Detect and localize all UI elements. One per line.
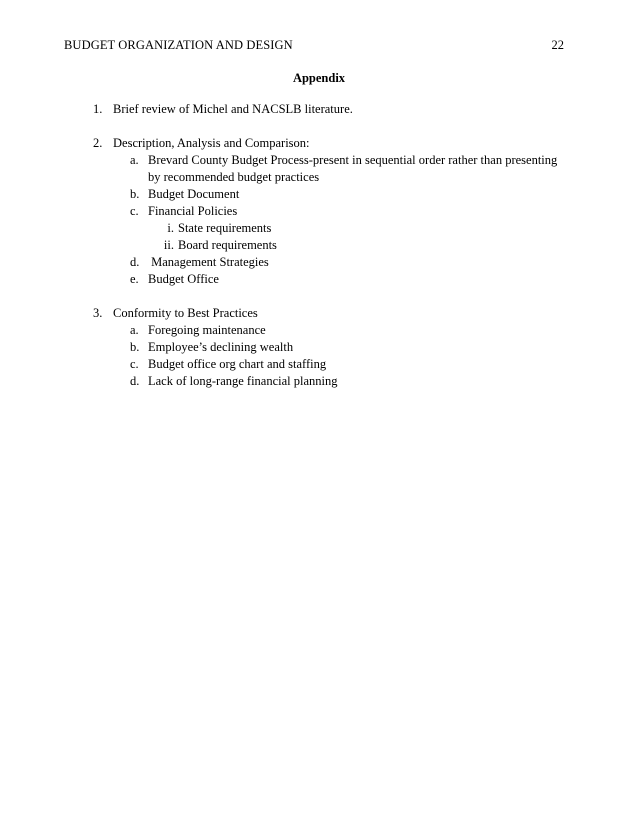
list-marker: 3. xyxy=(93,306,103,320)
sub-item-marker: d. xyxy=(130,374,140,388)
sub-sub-item xyxy=(93,237,573,254)
sub-item-text: Budget office org chart and staffing xyxy=(148,357,327,371)
sub-item xyxy=(93,271,573,288)
sub-item-marker: c. xyxy=(130,204,139,218)
sub-sub-item xyxy=(93,220,573,237)
sub-item-text-line: Brevard County Budget Process-present in sequential order rather than presenting xyxy=(148,153,558,167)
sub-item-text: Lack of long-range financial planning xyxy=(148,374,338,388)
sub-item xyxy=(93,254,573,271)
sub-item-text: Financial Policies xyxy=(148,204,238,218)
sub-item-marker: e. xyxy=(130,272,139,286)
sub-item xyxy=(93,152,573,186)
list-item-text: Brief review of Michel and NACSLB literature. xyxy=(113,102,353,116)
sub-item xyxy=(93,356,573,373)
running-head: BUDGET ORGANIZATION AND DESIGN xyxy=(64,38,293,52)
list-item xyxy=(93,101,573,118)
sub-item-text: Employee’s declining wealth xyxy=(148,340,294,354)
sub-item-text: Budget Document xyxy=(148,187,240,201)
appendix-outline xyxy=(93,101,573,390)
list-marker: 1. xyxy=(93,102,103,116)
list-item xyxy=(93,135,573,152)
list-item-text: Description, Analysis and Comparison: xyxy=(113,136,310,150)
sub-item xyxy=(93,322,573,339)
sub-sub-item-text: Board requirements xyxy=(178,238,277,252)
sub-item-marker: a. xyxy=(130,323,139,337)
sub-item-marker: d. xyxy=(130,255,140,269)
page-title: Appendix xyxy=(292,71,346,85)
list-marker: 2. xyxy=(93,136,103,150)
sub-item-text: Budget Office xyxy=(148,272,219,286)
sub-item xyxy=(93,339,573,356)
page-number: 22 xyxy=(551,38,564,52)
sub-item xyxy=(93,203,573,220)
sub-sub-item-text: State requirements xyxy=(178,221,272,235)
sub-item xyxy=(93,186,573,203)
sub-item-text: Foregoing maintenance xyxy=(148,323,266,337)
sub-item-text: Management Strategies xyxy=(148,255,269,269)
sub-item-text-line: by recommended budget practices xyxy=(148,170,320,184)
sub-sub-item-marker: ii. xyxy=(163,238,174,252)
sub-item-marker: b. xyxy=(130,340,140,354)
sub-item-marker: a. xyxy=(130,153,139,167)
sub-item-marker: c. xyxy=(130,357,139,371)
list-item-text: Conformity to Best Practices xyxy=(113,306,258,320)
list-item xyxy=(93,305,573,322)
sub-item-marker: b. xyxy=(130,187,140,201)
sub-sub-item-marker: i. xyxy=(167,221,174,235)
sub-item xyxy=(93,373,573,390)
